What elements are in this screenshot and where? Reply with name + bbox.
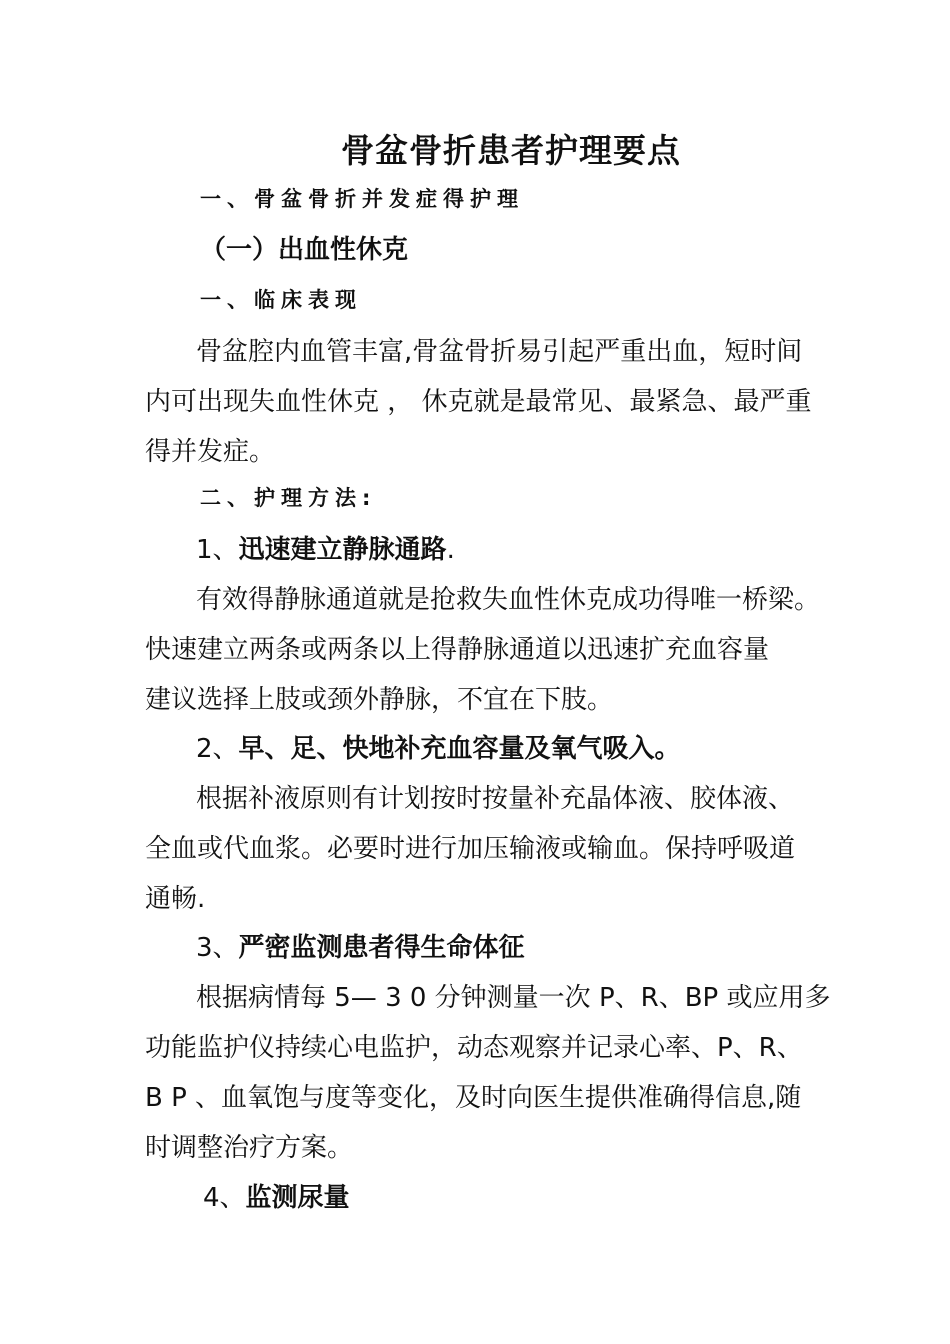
item-number: 1、 [196,535,239,565]
paragraph-line: 得并发症。 [145,437,276,467]
item-heading-2 [196,736,681,762]
paragraph-line: 建议选择上肢或颈外静脉，不宜在下肢。 [145,685,614,715]
section-heading-complications: 一、骨盆骨折并发症得护理 [200,187,524,211]
item-heading-3 [196,935,525,961]
item-number: 4、 [203,1183,246,1213]
paragraph-line: 骨盆腔内血管丰富,骨盆骨折易引起严重出血，短时间 [196,337,803,367]
paragraph-line: 根据病情每 5— 3 0 分钟测量一次 P、R、BP 或应用多 [196,983,831,1013]
item-number: 2、 [196,734,239,764]
item-heading-1 [196,537,455,563]
document-title: 骨盆骨折患者护理要点 [341,131,681,170]
paragraph-line: 根据补液原则有计划按时按量补充晶体液、胶体液、 [196,784,795,814]
paragraph-line: 有效得静脉通道就是抢救失血性休克成功得唯一桥梁。 [196,585,821,615]
item-heading-4 [203,1185,350,1211]
paragraph-line: 全血或代血浆。必要时进行加压输液或输血。保持呼吸道 [145,834,796,864]
heading-clinical-manifestations: 一、临床表现 [200,288,362,312]
paragraph-line: 内可出现失血性休克 ， 休克就是最常见、最紧急、最严重 [145,387,812,417]
item-title: 监测尿量 [245,1183,350,1213]
item-number: 3、 [196,933,239,963]
heading-nursing-methods: 二、护理方法: [200,486,377,510]
paragraph-line: 快速建立两条或两条以上得静脉通道以迅速扩充血容量 [145,635,770,665]
paragraph-line: 时调整治疗方案。 [145,1133,354,1163]
paragraph-line: 功能监护仪持续心电监护，动态观察并记录心率、P、R、 [145,1033,803,1063]
item-title: 严密监测患者得生命体征 [238,933,525,963]
item-trail: . [446,535,455,565]
subsection-heading-hemorrhagic-shock: （一）出血性休克 [200,235,409,265]
paragraph-line: B P 、血氧饱与度等变化，及时向医生提供准确得信息,随 [145,1083,802,1113]
paragraph-line: 通畅. [145,884,206,914]
item-title: 迅速建立静脉通路 [238,535,447,565]
item-title: 早、足、快地补充血容量及氧气吸入。 [238,734,681,764]
